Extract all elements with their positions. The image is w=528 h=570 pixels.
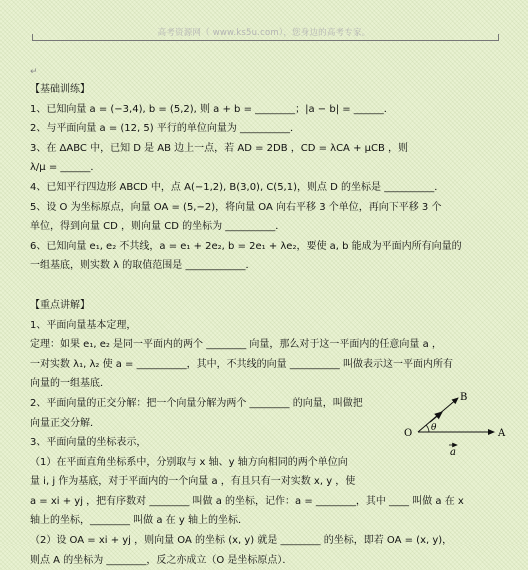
- header-rule: [32, 40, 498, 41]
- label-o: O: [404, 428, 413, 439]
- lecture-line: 向量正交分解．: [30, 417, 100, 429]
- label-a-point: A: [498, 428, 506, 439]
- exercise-line: 单位，得到向量 CD ，则向量 CD 的坐标为 __________．: [30, 221, 286, 233]
- vector-a-arrow: [430, 412, 442, 422]
- angle-arc: [426, 425, 429, 432]
- paragraph-mark: ↵: [30, 67, 38, 77]
- label-a-vector: a: [450, 447, 456, 458]
- exercise-line: λ/μ = ______．: [30, 162, 101, 174]
- lecture-line: 定理：如果 e₁, e₂ 是同一平面内的两个 ________ 向量，那么对于这一平面内的任意向量 a ，: [30, 339, 442, 351]
- exercise-line: 4、已知平行四边形 ABCD 中，点 A(−1,2), B(3,0), C(5,1)，则点 D 的坐标是 __________．: [30, 181, 445, 193]
- lecture-line: 轴上的坐标，________ 叫做 a 在 y 轴上的坐标．: [30, 515, 248, 527]
- label-theta: θ: [431, 423, 437, 433]
- exercise-line: 一组基底，则实数 λ 的取值范围是 ____________．: [30, 260, 256, 272]
- exercise-line: 5、设 O 为坐标原点，向量 OA = (5,−2)，将向量 OA 向右平移 3 个单位，再向下平移 3 个: [30, 201, 442, 213]
- exercise-line: 2、与平面向量 a = (12, 5) 平行的单位向量为 __________．: [30, 123, 301, 135]
- document-body: [30, 80, 500, 570]
- lecture-line: （1）在平面直角坐标系中，分别取与 x 轴、y 轴方向相同的两个单位向: [30, 456, 348, 468]
- section-title-key: 【重点讲解】: [30, 299, 90, 311]
- lecture-line: 一对实数 λ₁, λ₂ 使 a = __________，其中，不共线的向量 __________ 叫做表示这一平面内所有: [30, 358, 453, 370]
- label-b-point: B: [460, 392, 468, 403]
- section-title-basic: 【基础训练】: [30, 84, 90, 95]
- page-header: 高考资源网（ www.ks5u.com），您身边的高考专家。: [157, 28, 371, 38]
- lecture-line: 则点 A 的坐标为 ________，反之亦成立（O 是坐标原点）．: [30, 554, 293, 566]
- lecture-line: a = xi + yj ，把有序数对 ________ 叫做 a 的坐标，记作：a = ________，其中 ____ 叫做 a 在 x: [30, 495, 464, 507]
- lecture-line: 1、平面向量基本定理，: [30, 319, 137, 331]
- lecture-line: 3、平面向量的坐标表示，: [30, 437, 147, 449]
- lecture-line: 量 i, j 作为基底，对于平面内的一个向量 a ，有且只有一对实数 x, y ，使: [30, 476, 356, 488]
- exercise-line: 3、在 ΔABC 中，已知 D 是 AB 边上一点，若 AD = 2DB ，CD = λCA + μCB ，则: [30, 142, 409, 154]
- exercise-line: 6、已知向量 e₁, e₂ 不共线，a = e₁ + 2e₂, b = 2e₁ + λe₂，要使 a, b 能成为平面内所有向量的: [30, 240, 462, 252]
- lecture-line: 向量的一组基底．: [30, 378, 110, 390]
- lecture-line: 2、平面向量的正交分解：把一个向量分解为两个 ________ 的向量，叫做把: [30, 397, 363, 409]
- lecture-line: （2）设 OA = xi + yj ，则向量 OA 的坐标 (x, y) 就是 ________ 的坐标，即若 OA = (x, y)，: [30, 535, 453, 547]
- vector-diagram: [398, 392, 510, 462]
- exercise-line: 1、已知向量 a = (−3,4), b = (5,2), 则 a + b = ________；|a − b| = ______．: [30, 103, 394, 115]
- section-gap: [30, 276, 500, 296]
